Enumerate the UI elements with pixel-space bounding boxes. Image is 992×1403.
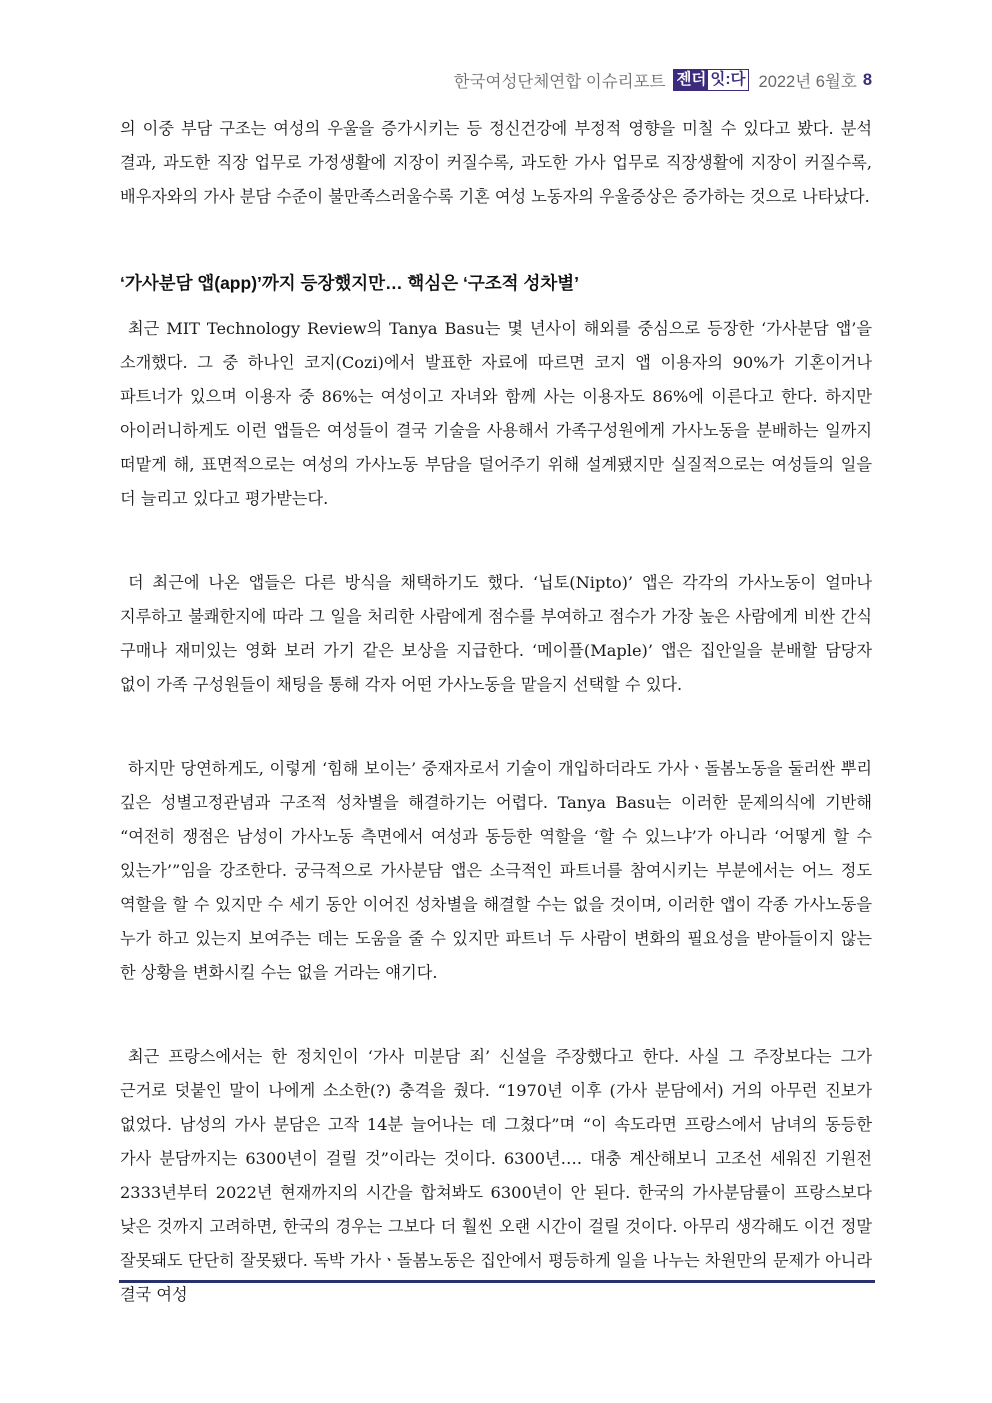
page-header — [454, 66, 872, 94]
report-org-title: 한국여성단체연합 이슈리포트 — [453, 73, 666, 91]
body-paragraph-2: 더 최근에 나온 앱들은 다른 방식을 채택하기도 했다. ‘닙토(Nipto)’ 앱은 각각의 가사노동이 얼마나 지루하고 불쾌한지에 따라 그 일을 처리한 사람에게 점수를 부여하고 점수가 가장 높은 사람에게 비싼 간식 구매나 재미있는 영화 보러 가기 같은 보상을 지급한다. ‘메이플(Maple)’ 앱은 집안일을 분배할 담당자 없이 가족 구성원들이 채팅을 통해 각자 어떤 가사노동을 맡을지 선택할 수 있다. — [120, 573, 872, 694]
issue-date: 2022년 6월호 — [758, 73, 857, 91]
brand-logo-part2: 잇:다 — [710, 71, 746, 88]
brand-logo — [673, 69, 748, 91]
article-body — [120, 112, 872, 1312]
section-heading: ‘가사분담 앱(app)’까지 등장했지만… 핵심은 ‘구조적 성차별’ — [120, 273, 580, 293]
body-paragraph-1: 최근 MIT Technology Review의 Tanya Basu는 몇 년사이 해외를 중심으로 등장한 ‘가사분담 앱’을 소개했다. 그 중 하나인 코지(Cozi)에서 발표한 자료에 따르면 코지 앱 이용자의 90%가 기혼이거나 파트너가 있으며 이용자 중 86%는 여성이고 자녀와 함께 사는 이용자도 86%에 이른다고 한다. 하지만 아이러니하게도 이런 앱들은 여성들이 결국 기술을 사용해서 가족구성원에게 가사노동을 분배하는 일까지 떠맡게 해, 표면적으로는 여성의 가사노동 부담을 덜어주기 위해 설계됐지만 실질적으로는 여성들의 일을 더 늘리고 있다고 평가받는다. — [120, 319, 872, 508]
bottom-rule-divider — [119, 1280, 875, 1283]
body-paragraph-4: 최근 프랑스에서는 한 정치인이 ‘가사 미분담 죄’ 신설을 주장했다고 한다. 사실 그 주장보다는 그가 근거로 덧붙인 말이 나에게 소소한(?) 충격을 줬다. “1970년 이후 (가사 분담에서) 거의 아무런 진보가 없었다. 남성의 가사 분담은 고작 14분 늘어나는 데 그쳤다”며 “이 속도라면 프랑스에서 남녀의 동등한 가사 분담까지는 6300년이 걸릴 것”이라는 것이다. 6300년…. 대충 계산해보니 고조선 세워진 기원전 2333년부터 2022년 현재까지의 시간을 합쳐봐도 6300년이 안 된다. 한국의 가사분담률이 프랑스보다 낮은 것까지 고려하면, 한국의 경우는 그보다 더 훨씬 오랜 시간이 걸릴 것이다. 아무리 생각해도 이건 정말 잘못돼도 단단히 잘못됐다. 독박 가사ㆍ돌봄노동은 집안에서 평등하게 일을 나누는 차원만의 문제가 아니라 결국 여성 — [120, 1047, 872, 1304]
intro-paragraph: 의 이중 부담 구조는 여성의 우울을 증가시키는 등 정신건강에 부정적 영향을 미칠 수 있다고 봤다. 분석 결과, 과도한 직장 업무로 가정생활에 지장이 커질수록, 과도한 가사 업무로 직장생활에 지장이 커질수록, 배우자와의 가사 분담 수준이 불만족스러울수록 기혼 여성 노동자의 우울증상은 증가하는 것으로 나타났다. — [120, 119, 872, 206]
body-paragraph-3: 하지만 당연하게도, 이렇게 ‘힘해 보이는’ 중재자로서 기술이 개입하더라도 가사ㆍ돌봄노동을 둘러싼 뿌리 깊은 성별고정관념과 구조적 성차별을 해결하기는 어렵다. Tanya Basu는 이러한 문제의식에 기반해 “여전히 쟁점은 남성이 가사노동 측면에서 여성과 동등한 역할을 ‘할 수 있느냐’가 아니라 ‘어떻게 할 수 있는가’”임을 강조한다. 궁극적으로 가사분담 앱은 소극적인 파트너를 참여시키는 부분에서는 어느 정도 역할을 할 수 있지만 수 세기 동안 이어진 성차별을 해결할 수는 없을 것이며, 이러한 앱이 각종 가사노동을 누가 하고 있는지 보여주는 데는 도움을 줄 수 있지만 파트너 두 사람이 변화의 필요성을 받아들이지 않는 한 상황을 변화시킬 수는 없을 거라는 얘기다. — [120, 759, 872, 982]
page-number: 8 — [862, 70, 872, 89]
brand-logo-part1: 젠더 — [676, 71, 707, 88]
